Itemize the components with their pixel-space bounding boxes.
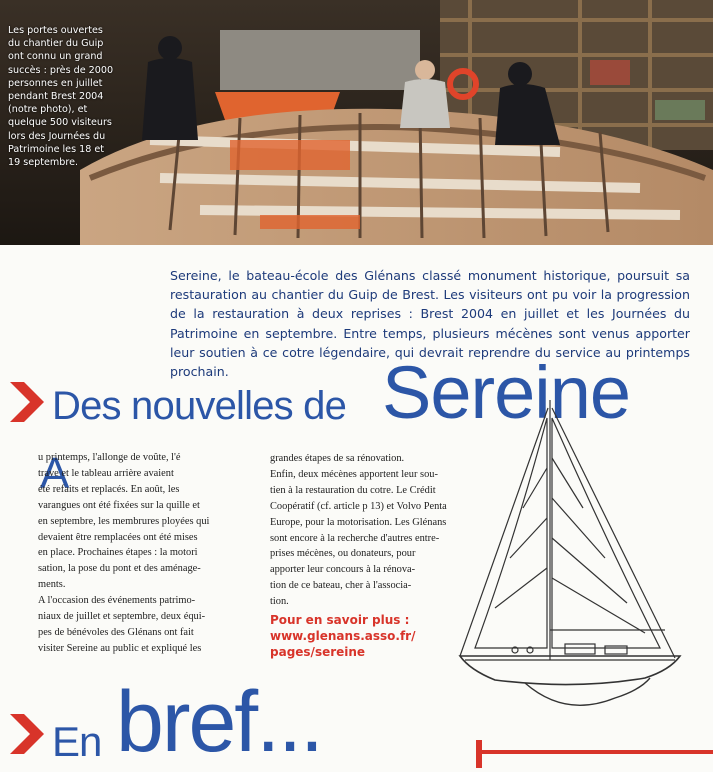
headline-title: Sereine — [382, 351, 631, 434]
more-info-link[interactable]: Pour en savoir plus : www.glenans.asso.fr/ pages/sereine — [270, 613, 416, 659]
drop-cap: A — [40, 449, 70, 498]
red-divider-bar — [476, 740, 713, 768]
article-column-2: grandes étapes de sa rénovation. Enfin, deux mécènes apportent leur sou- tien à la restauration du cotre. Le Crédit Coopératif (cf. article p 13) et Volvo Penta Europe, pour la motorisation. Les Glénans sont encore à la recherche d'autres entre- prises mécènes, ou donateurs, pour apporter leur concours à la rénova- tion de ce bateau, cher à l'associa- tion. — [270, 453, 447, 608]
section-title: bref... — [116, 674, 322, 770]
article-column-1: u printemps, l'allonge de voûte, l'é trave et le tableau arrière avaient été refaits et replacés. En août, les varangues ont été fixées sur la quille et en septembre, les membrures ployées qui devaient être remplacées ont été mises en place. Prochaines étapes : la motori sation, la pose du pont et des aménage- ments. A l'occasion des événements patrimo- niaux de juillet et septembre, deux équi- pes de bénévoles des Glénans ont fait visiter Sereine au public et expliqué les — [38, 452, 210, 654]
photo-caption: Les portes ouvertes du chantier du Guip ont connu un grand succès : près de 2000 personnes en juillet pendant Brest 2004 (notre photo), et quelque 500 visiteurs lors des Journées du Patrimoine les 18 et 19 septembre. — [8, 25, 114, 169]
section-prefix: En — [52, 718, 102, 765]
intro-paragraph: Sereine, le bateau-école des Glénans classé monument historique, poursuit sa restauration au chantier du Guip de Brest. Les visiteurs ont pu voir la progression de la restauration à deux reprises : Brest 2004 en juillet et les Journées du Patrimoine en septembre. Entre temps, plusieurs mécènes sont venus apporter leur soutien à ce cotre légendaire, qui devrait reprendre du service au printemps prochain. — [170, 268, 690, 380]
headline-prefix: Des nouvelles de — [52, 384, 347, 428]
sailboat-drawing — [455, 398, 690, 718]
restoration-photo — [0, 0, 713, 245]
red-chevron-icon-2 — [6, 712, 46, 756]
red-chevron-icon — [6, 380, 46, 424]
